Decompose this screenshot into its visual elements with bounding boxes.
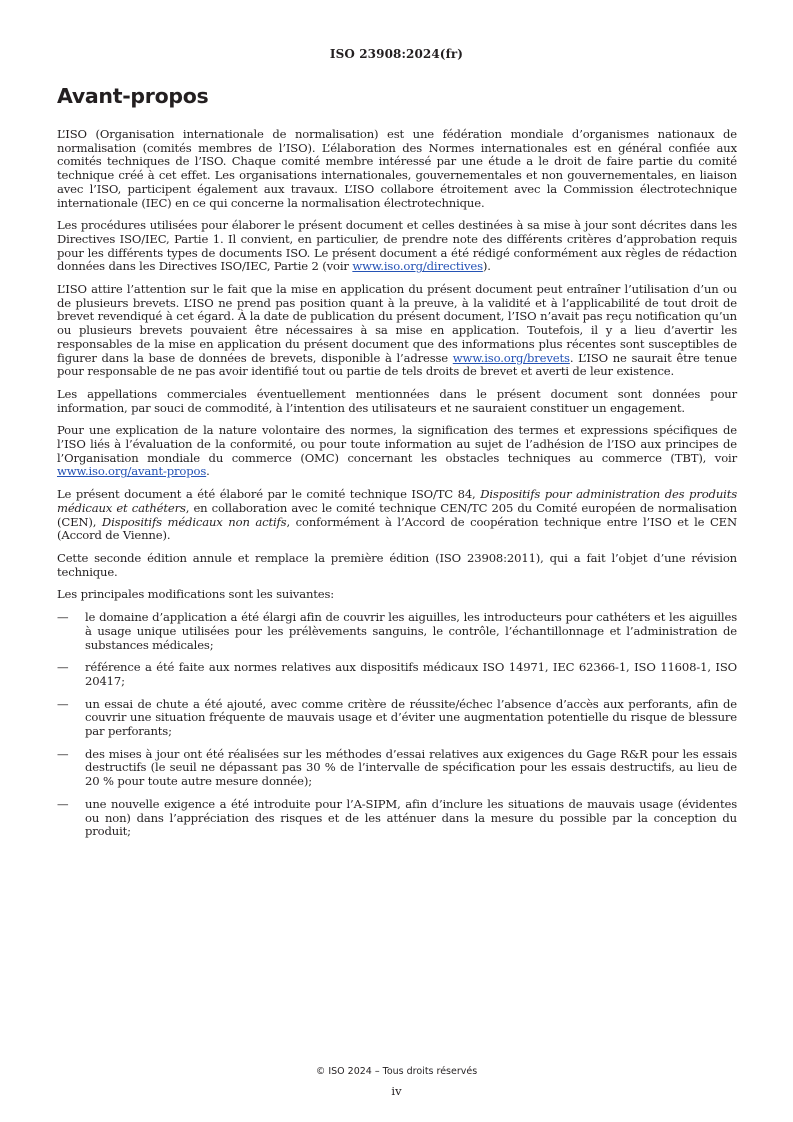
- paragraph-trade-names: Les appellations commerciales éventuellement mentionnées dans le présent document sont données pour information, par souci de commodité, à l’intention des utilisateurs et ne sauraient constituer un engagement.: [57, 386, 737, 415]
- list-item: — un essai de chute a été ajouté, avec comme critère de réussite/échec l’absence d’accès aux perforants, afin de couvrir une situation fréquente de mauvais usage et d’éviter une augmentation potentielle du risque de blessure par perforants;: [57, 696, 737, 739]
- paragraph-changes-intro: Les principales modifications sont les suivantes:: [57, 587, 335, 602]
- list-item: — référence a été faite aux normes relatives aux dispositifs médicaux ISO 14971, IEC 62366-1, ISO 11608-1, ISO 20417;: [57, 660, 737, 688]
- foreword-link[interactable]: www.iso.org/avant-propos: [57, 464, 207, 479]
- section-title: Avant-propos: [57, 84, 209, 108]
- dash-bullet: —: [57, 660, 69, 675]
- directives-link[interactable]: www.iso.org/directives: [352, 259, 483, 274]
- paragraph-committee: Le présent document a été élaboré par le comité technique ISO/TC 84, Dispositifs pour administration des produits médicaux et cathéters, en collaboration avec le comité technique CEN/TC 205 du Comité européen de normalisation (CEN), Dispositifs médicaux non actifs, conformément à l’Accord de coopération technique entre l’ISO et le CEN (Accord de Vienne).: [57, 487, 738, 543]
- dash-bullet: —: [57, 746, 69, 761]
- paragraph-iso-organisation: L’ISO (Organisation internationale de normalisation) est une fédération mondiale d’organismes nationaux de normalisation (comités membres de l’ISO). L’élaboration des Normes internationales est en général confiée aux comités techniques de l’ISO. Chaque comité membre intéressé par une étude a le droit de faire partie du comité technique créé à cet effet. Les organisations internationales, gouvernementales et non gouvernementales, en liaison avec l’ISO, participent également aux travaux. L’ISO collabore étroitement avec la Commission électrotechnique internationale (IEC) en ce qui concerne la normalisation électrotechnique.: [57, 127, 737, 210]
- paragraph-patents: L’ISO attire l’attention sur le fait que la mise en application du présent document peut entraîner l’utilisation d’un ou de plusieurs brevets. L’ISO ne prend pas position quant à la preuve, à la validité et à l’applicabilité de tout droit de brevet revendiqué à cet égard. À la date de publication du présent document, l’ISO n’avait pas reçu notification qu’un ou plusieurs brevets pouvaient être nécessaires à sa mise en application. Toutefois, il y a lieu d’avertir les responsables de la mise en application du présent document que des informations plus récentes sont susceptibles de figurer dans la base de données de brevets, disponible à l’adresse www.iso.org/brevets. L’ISO ne saurait être tenue pour responsable de ne pas avoir identifié tout ou partie de tels droits de brevet et averti de leur existence.: [57, 282, 738, 379]
- copyright-footer: © ISO 2024 – Tous droits réservés: [315, 1066, 478, 1077]
- page-number: iv: [391, 1084, 402, 1098]
- paragraph-procedures: Les procédures utilisées pour élaborer le présent document et celles destinées à sa mise à jour sont décrites dans les Directives ISO/IEC, Partie 1. Il convient, en particulier, de prendre note des différents critères d’approbation requis pour les différents types de documents ISO. Le présent document a été rédigé conformément aux règles de rédaction données dans les Directives ISO/IEC, Partie 2 (voir www.iso.org/directives).: [57, 218, 737, 274]
- changes-list: [57, 611, 737, 839]
- paragraph-voluntary-nature: Pour une explication de la nature volontaire des normes, la signification des termes et expressions spécifiques de l’ISO liés à l’évaluation de la conformité, ou pour toute information au sujet de l’adhésion de l’ISO aux principes de l’Organisation mondiale du commerce (OMC) concernant les obstacles techniques au commerce (TBT), voir www.iso.org/avant-propos.: [57, 423, 737, 479]
- document-body: [57, 84, 737, 848]
- paragraph-edition: Cette seconde édition annule et remplace la première édition (ISO 23908:2011), qui a fait l’objet d’une révision technique.: [57, 550, 737, 579]
- dash-bullet: —: [57, 610, 69, 625]
- patents-link[interactable]: www.iso.org/brevets: [452, 350, 570, 365]
- list-item: — une nouvelle exigence a été introduite pour l’A-SIPM, afin d’inclure les situations de mauvais usage (évidentes ou non) dans l’appréciation des risques et de les atténuer dans la mesure du possible par la conception du produit;: [57, 796, 737, 839]
- dash-bullet: —: [57, 696, 69, 711]
- list-item: — des mises à jour ont été réalisées sur les méthodes d’essai relatives aux exigences du Gage R&R pour les essais destructifs (le seuil ne dépassant pas 30 % de l’intervalle de spécification pour les essais destructifs, au lieu de 20 % pour toute autre mesure donnée);: [57, 746, 737, 789]
- dash-bullet: —: [57, 796, 69, 811]
- list-item: — le domaine d’application a été élargi afin de couvrir les aiguilles, les introducteurs pour cathéters et les aiguilles à usage unique utilisées pour les prélèvements sanguins, le contrôle, l’échantillonnage et l’administration de substances médicales;: [57, 610, 737, 652]
- document-id-header: ISO 23908:2024(fr): [329, 47, 464, 61]
